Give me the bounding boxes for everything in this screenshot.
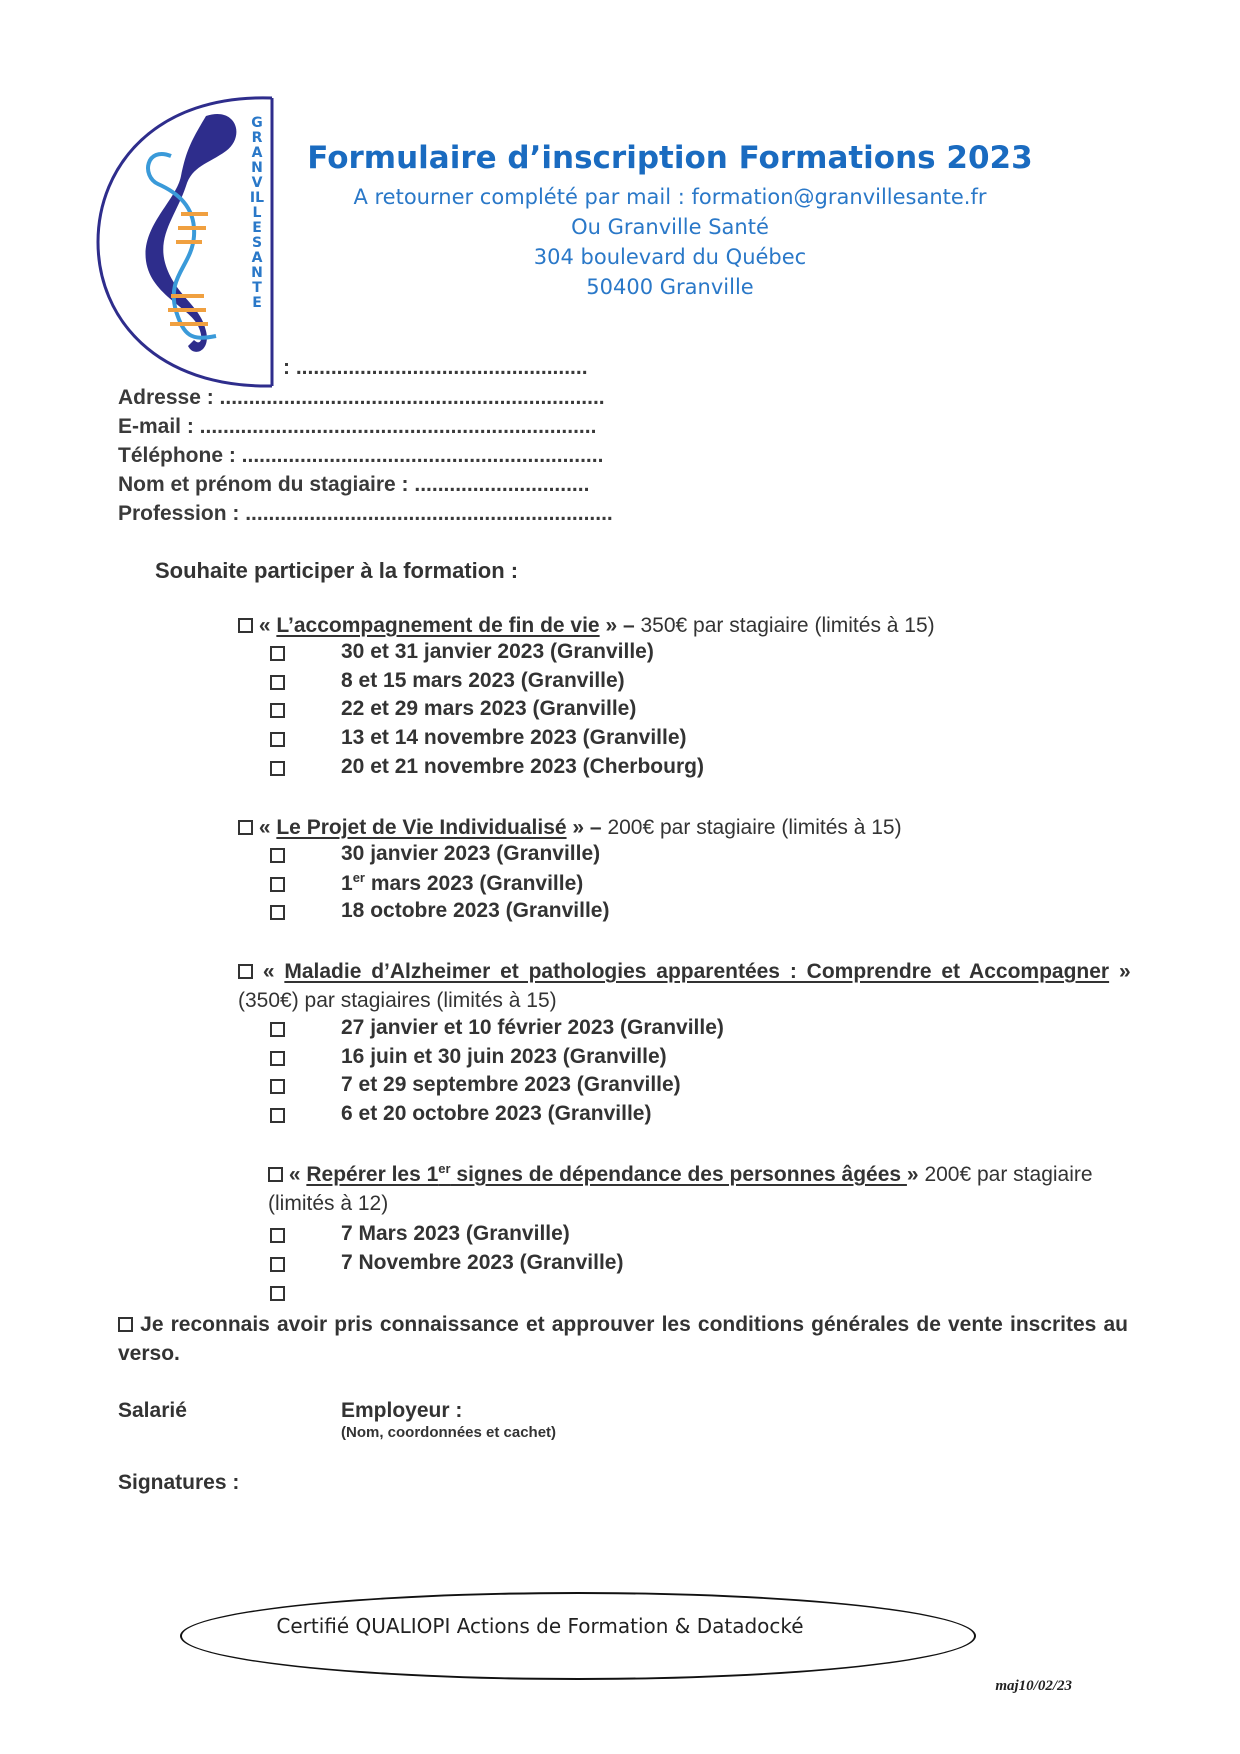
quote-open: « (283, 1163, 307, 1186)
profession-field[interactable]: Profession : ............................................................... (118, 502, 613, 525)
quote-close: » – (599, 614, 641, 637)
header-line-4: 50400 Granville (586, 275, 754, 299)
date-checkbox[interactable] (270, 1022, 285, 1037)
date-checkbox[interactable] (270, 877, 285, 892)
address-field[interactable]: Adresse : .................................................................. (118, 386, 605, 409)
formation-4-date-2: 7 Novembre 2023 (Granville) (341, 1251, 624, 1274)
formation-1-date-2: 8 et 15 mars 2023 (Granville) (341, 669, 625, 692)
formation-1-date-1: 30 et 31 janvier 2023 (Granville) (341, 640, 654, 663)
formation-3-title-line (238, 957, 1131, 986)
formation-4-title (306, 1163, 907, 1186)
formation-2-title: Le Projet de Vie Individualisé (276, 816, 567, 839)
formation-4-header (268, 1154, 1128, 1218)
date-checkbox[interactable] (270, 905, 285, 920)
formation-3-date-1: 27 janvier et 10 février 2023 (Granville) (341, 1016, 724, 1039)
formation-2-date-2 (341, 870, 583, 896)
formation-1-checkbox[interactable] (238, 618, 253, 633)
trainee-name-field[interactable]: Nom et prénom du stagiaire : .............................. (118, 473, 590, 496)
granville-sante-logo (96, 96, 282, 388)
date-checkbox[interactable] (270, 703, 285, 718)
title-part-b: signes de dépendance des personnes âgées (450, 1163, 907, 1186)
title-part-a: Repérer les 1 (306, 1163, 439, 1186)
date-sup: er (352, 870, 365, 885)
formation-1-details: 350€ par stagiaire (limités à 15) (640, 614, 935, 637)
formation-2-details: 200€ par stagiaire (limités à 15) (607, 816, 902, 839)
employeur-note: (Nom, coordonnées et cachet) (341, 1424, 557, 1441)
quote-close: » (1109, 960, 1131, 983)
formation-3-details: (350€) par stagiaires (limités à 15) (238, 989, 557, 1012)
date-checkbox[interactable] (270, 1051, 285, 1066)
page-title: Formulaire d’inscription Formations 2023 (307, 140, 1033, 176)
conditions-text: Je reconnais avoir pris connaissance et approuver les conditions générales de vente inscrites au verso. (118, 1313, 1129, 1365)
phone-field[interactable]: Téléphone : .............................................................. (118, 444, 604, 467)
formation-1-date-5: 20 et 21 novembre 2023 (Cherbourg) (341, 755, 704, 778)
date-checkbox[interactable] (270, 761, 285, 776)
formation-4-date-1: 7 Mars 2023 (Granville) (341, 1222, 570, 1245)
formation-4-checkbox[interactable] (268, 1167, 283, 1182)
header-line-3: 304 boulevard du Québec (533, 245, 807, 269)
first-field-line[interactable]: : .................................................. (283, 356, 588, 379)
signatures-label: Signatures : (118, 1471, 240, 1494)
formation-2-date-3: 18 octobre 2023 (Granville) (341, 899, 610, 922)
title-sup: er (438, 1161, 451, 1176)
formation-1-header (238, 611, 935, 640)
conditions-checkbox[interactable] (118, 1317, 133, 1332)
formation-3-date-2: 16 juin et 30 juin 2023 (Granville) (341, 1045, 667, 1068)
date-rest: mars 2023 (Granville) (364, 872, 584, 895)
formation-3-title: Maladie d’Alzheimer et pathologies apparentées : Comprendre et Accompagner (284, 960, 1110, 983)
date-checkbox[interactable] (270, 1257, 285, 1272)
quote-open: « (258, 816, 277, 839)
form-fields (118, 383, 613, 528)
date-checkbox[interactable] (270, 732, 285, 747)
quote-open: « (258, 614, 277, 637)
date-day: 1 (341, 872, 353, 895)
certification-text: Certifié QUALIOPI Actions de Formation & Datadocké (276, 1614, 804, 1638)
logo-vertical-text: GRANVILLE SANTE (249, 115, 265, 311)
formation-3-date-4: 6 et 20 octobre 2023 (Granville) (341, 1102, 652, 1125)
quote-close: » – (566, 816, 608, 839)
formation-4-details-2: (limités à 12) (268, 1192, 389, 1215)
quote-open: « (253, 960, 285, 983)
header-line-2: Ou Granville Santé (571, 215, 769, 239)
header-line-1: A retourner complété par mail : formation@granvillesante.fr (353, 185, 987, 209)
conditions-block (118, 1310, 1128, 1368)
formation-1-date-3: 22 et 29 mars 2023 (Granville) (341, 697, 637, 720)
formation-3-checkbox[interactable] (238, 964, 253, 979)
date-checkbox[interactable] (270, 1286, 285, 1301)
header (300, 140, 1040, 302)
date-checkbox[interactable] (270, 646, 285, 661)
employeur-label: Employeur : (341, 1399, 463, 1422)
email-field[interactable]: E-mail : .................................................................... (118, 415, 597, 438)
salarie-label: Salarié (118, 1399, 187, 1422)
date-checkbox[interactable] (270, 1228, 285, 1243)
quote-close: » (906, 1163, 925, 1186)
formation-1-date-4: 13 et 14 novembre 2023 (Granville) (341, 726, 687, 749)
formation-3-date-3: 7 et 29 septembre 2023 (Granville) (341, 1073, 681, 1096)
formation-3-header (238, 957, 1131, 1015)
formation-4-details: 200€ par stagiaire (924, 1163, 1093, 1186)
intro-text: Souhaite participer à la formation : (155, 558, 519, 583)
date-checkbox[interactable] (270, 1108, 285, 1123)
formation-2-date-1: 30 janvier 2023 (Granville) (341, 842, 601, 865)
formation-2-header (238, 813, 902, 842)
date-checkbox[interactable] (270, 848, 285, 863)
formation-4-title-line (268, 1154, 1128, 1189)
formation-2-checkbox[interactable] (238, 820, 253, 835)
date-checkbox[interactable] (270, 675, 285, 690)
formation-1-title: L’accompagnement de fin de vie (276, 614, 600, 637)
update-date: maj10/02/23 (995, 1678, 1072, 1694)
date-checkbox[interactable] (270, 1079, 285, 1094)
